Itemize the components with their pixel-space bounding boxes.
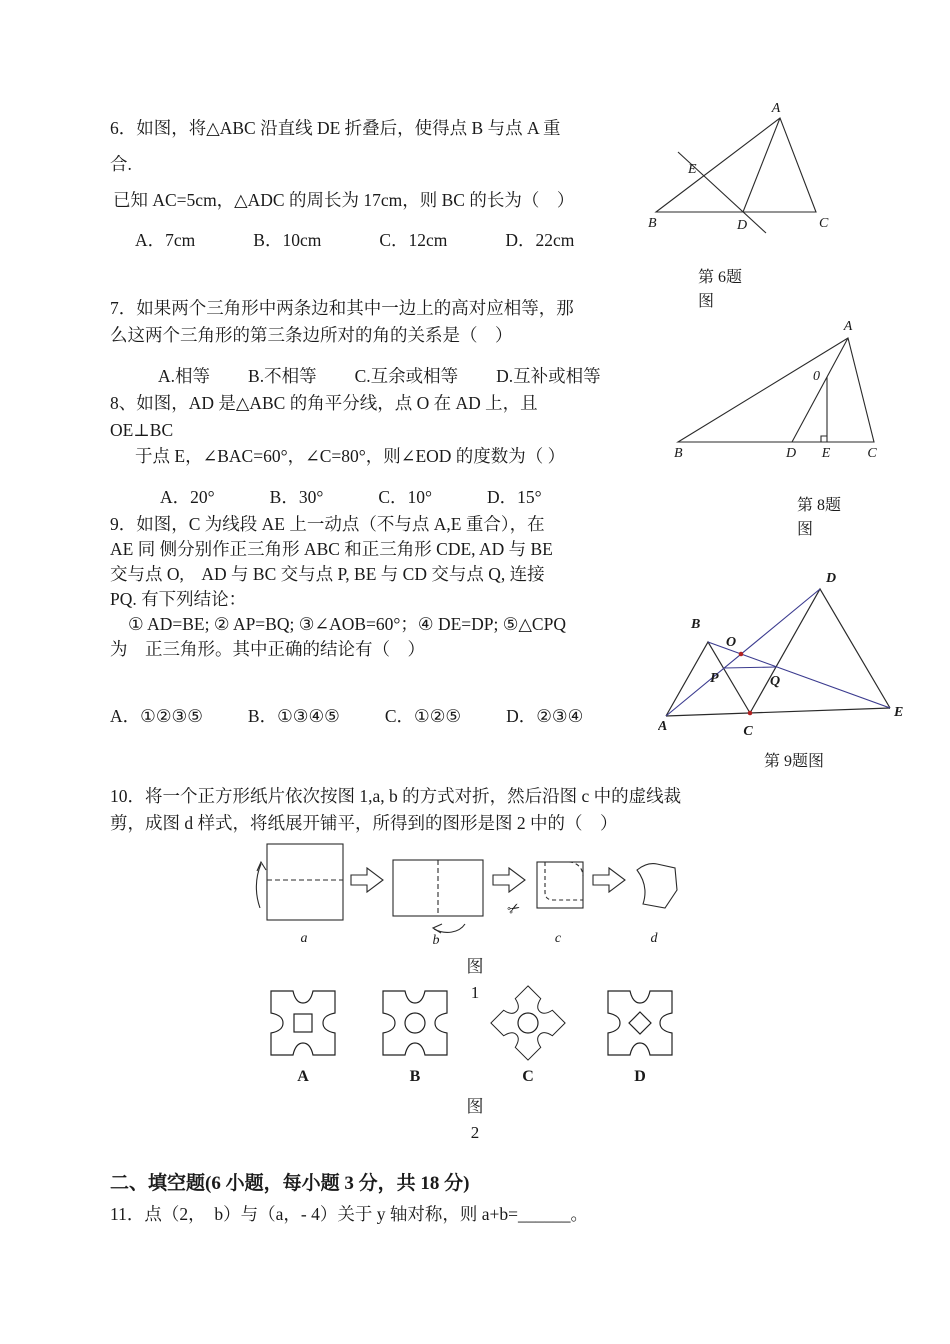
- fig2-hole-square: [294, 1014, 312, 1032]
- q6-options: [135, 227, 574, 252]
- fig1-cut-line-c: [545, 862, 583, 900]
- q9-label-d: D: [826, 571, 837, 586]
- fig2-label-d: D: [634, 1068, 646, 1085]
- q9-option-b: B．①③④⑤: [247, 706, 340, 726]
- q8-caption-line-2: 图: [797, 521, 814, 538]
- q9-label-c: C: [743, 724, 753, 739]
- fig1-step-arrow-2: [493, 868, 525, 892]
- q6-label-d: D: [736, 218, 748, 233]
- q8-label-e: E: [821, 446, 831, 461]
- fig2-shapes: [271, 986, 672, 1060]
- q8-line-1: 8、如图，AD 是△ABC 的角平分线，点 O 在 AD 上，且: [110, 393, 538, 413]
- q9-segment-pq: [724, 667, 776, 668]
- fig1-label-b: b: [432, 933, 440, 948]
- q8-label-o: 0: [813, 369, 820, 384]
- q6-option-d: D．22cm: [505, 230, 575, 250]
- q9-figure-caption: [764, 750, 824, 774]
- q8-options: [160, 484, 542, 509]
- q6-label-a: A: [771, 101, 781, 116]
- fig1-step-arrow-3: [593, 868, 625, 892]
- q10-line-1: 10．将一个正方形纸片依次按图 1,a, b 的方式对折，然后沿图 c 中的虚线裁: [110, 786, 682, 806]
- figure-1-caption-number: 1: [470, 983, 480, 1003]
- q8-option-b: B．30°: [269, 487, 324, 507]
- q8-figure-caption: [797, 494, 841, 542]
- fig1-square-c: [537, 862, 583, 908]
- q6-option-c: C．12cm: [379, 230, 448, 250]
- fig1-label-c: c: [554, 931, 562, 946]
- q10-line-2: 剪，成图 d 样式，将纸展开铺平，所得到的图形是图 2 中的（ ）: [110, 813, 618, 833]
- q8-caption-line-1: 第 8题: [797, 497, 842, 514]
- q9-figure-labels: [658, 571, 903, 739]
- q9-option-a: A．①②③⑤: [110, 706, 203, 726]
- q8-triangle-abc: [678, 338, 874, 442]
- q6-label-b: B: [648, 216, 657, 231]
- fig2-labels: [297, 1068, 646, 1085]
- q9-option-c: C．①②⑤: [384, 706, 462, 726]
- q8-right-angle-mark: [821, 436, 827, 442]
- q7-option-b: B.不相等: [248, 366, 317, 386]
- q9-point-o-dot: [739, 652, 744, 657]
- fig1-shape-d: [637, 864, 677, 908]
- q7-line-2: 么这两个三角形的第三条边所对的角的关系是（ ）: [110, 325, 513, 345]
- q9-option-d: D．②③④: [506, 706, 584, 726]
- q9-line-5: ① AD=BE; ② AP=BQ; ③∠AOB=60°；④ DE=DP; ⑤△CPQ: [128, 614, 566, 634]
- q9-figure-black-lines: [666, 589, 890, 716]
- q6-label-e: E: [688, 162, 697, 177]
- fig2-label-a: A: [297, 1068, 309, 1085]
- figure-2-caption: [460, 1094, 490, 1147]
- q8-label-c: C: [867, 446, 877, 461]
- q8-option-a: A．20°: [160, 487, 215, 507]
- q9-label-o: O: [726, 635, 737, 650]
- fig1-square-a: [267, 844, 343, 920]
- q8-line-3: 于点 E，∠BAC=60°，∠C=80°，则∠EOD 的度数为（ ）: [135, 446, 566, 466]
- q9-line-6: 为 正三角形。其中正确的结论有（ ）: [110, 639, 425, 659]
- figure-2-caption-char: 图: [466, 1097, 484, 1116]
- q6-caption-line-2: 图: [698, 293, 715, 310]
- q7-option-c: C.互余或相等: [354, 366, 459, 386]
- q9-options: [110, 703, 583, 728]
- fig2-hole-circle-c: [518, 1013, 538, 1033]
- q6-figure-caption: [698, 266, 742, 314]
- q6-label-c: C: [819, 216, 829, 231]
- q6-figure: [648, 100, 853, 250]
- q9-label-e: E: [894, 705, 904, 720]
- fig1-shapes: [256, 844, 677, 933]
- q8-label-d: D: [785, 446, 797, 461]
- fig2-hole-circle-b: [405, 1013, 425, 1033]
- q8-option-d: D．15°: [486, 487, 542, 507]
- scissors-icon: ✂: [505, 899, 524, 920]
- q6-caption-line-1: 第 6题: [698, 269, 743, 286]
- q9-segment-ad: [666, 589, 820, 716]
- q6-triangle-abc: [656, 118, 816, 212]
- fig2-shape-d: [608, 991, 672, 1055]
- q9-label-p: P: [710, 671, 719, 686]
- q6-figure-lines: [656, 118, 816, 233]
- fig2-shape-b: [383, 991, 447, 1055]
- q8-option-c: C．10°: [378, 487, 432, 507]
- q10-figure-1: [253, 838, 693, 950]
- fig2-label-c: C: [522, 1068, 534, 1085]
- q8-figure: [672, 320, 887, 470]
- section-2-header: 二、填空题(6 小题，每小题 3 分，共 18 分): [110, 1173, 470, 1194]
- q7-option-d: D.互补或相等: [496, 366, 601, 386]
- q8-line-2: OE⊥BC: [110, 420, 174, 440]
- q9-label-b: B: [691, 617, 701, 632]
- fig2-shape-a: [271, 991, 335, 1055]
- q6-line-2: 合.: [110, 154, 132, 174]
- q6-option-b: B．10cm: [253, 230, 322, 250]
- q10-figure-2: [250, 985, 700, 1085]
- fig1-cut-arc-c: [569, 862, 583, 876]
- q9-line-1: 9．如图，C 为线段 AE 上一动点（不与点 A,E 重合），在: [110, 514, 545, 534]
- fig2-label-b: B: [409, 1068, 421, 1085]
- q9-line-2: AE 同 侧分别作正三角形 ABC 和正三角形 CDE, AD 与 BE: [110, 539, 553, 559]
- fig1-step-arrow-1: [351, 868, 383, 892]
- fig2-shape-c: [491, 986, 565, 1060]
- q9-line-3: 交与点 O, AD 与 BC 交与点 P, BE 与 CD 交与点 Q, 连接: [110, 564, 545, 584]
- q6-line-3: 已知 AC=5cm，△ADC 的周长为 17cm，则 BC 的长为（ ）: [113, 190, 575, 210]
- fig1-label-a: a: [300, 931, 308, 946]
- q8-figure-lines: [678, 338, 874, 442]
- q8-label-a: A: [843, 320, 853, 334]
- q9-caption-line: 第 9题图: [764, 753, 825, 770]
- fig1-labels: [301, 931, 659, 948]
- q9-label-a: A: [658, 719, 668, 734]
- q9-label-q: Q: [770, 674, 781, 689]
- q11-line: 11．点（2， b）与（a，- 4）关于 y 轴对称，则 a+b=______。: [110, 1204, 588, 1224]
- q9-baseline-ae: [666, 708, 890, 716]
- q6-option-a: A．7cm: [135, 230, 196, 250]
- q7-options: [158, 363, 601, 388]
- q9-figure: [658, 558, 908, 743]
- q8-label-b: B: [674, 446, 683, 461]
- q8-segment-ad: [792, 338, 848, 442]
- figure-2-caption-number: 2: [470, 1123, 480, 1143]
- q7-option-a: A.相等: [158, 366, 211, 386]
- q9-point-c-dot: [748, 711, 753, 716]
- fig2-hole-diamond: [629, 1012, 651, 1034]
- q9-triangle-cde: [750, 589, 890, 713]
- q9-line-4: PQ. 有下列结论：: [110, 589, 247, 609]
- q9-segment-be: [708, 642, 890, 708]
- q9-figure-blue-lines: [666, 589, 890, 716]
- q6-figure-labels: [648, 101, 829, 233]
- q7-line-1: 7．如果两个三角形中两条边和其中一边上的高对应相等，那: [110, 298, 574, 318]
- q6-line-1: 6．如图，将△ABC 沿直线 DE 折叠后，使得点 B 与点 A 重: [110, 118, 561, 138]
- figure-1-caption-char: 图: [466, 957, 484, 976]
- fig1-label-d: d: [650, 931, 658, 946]
